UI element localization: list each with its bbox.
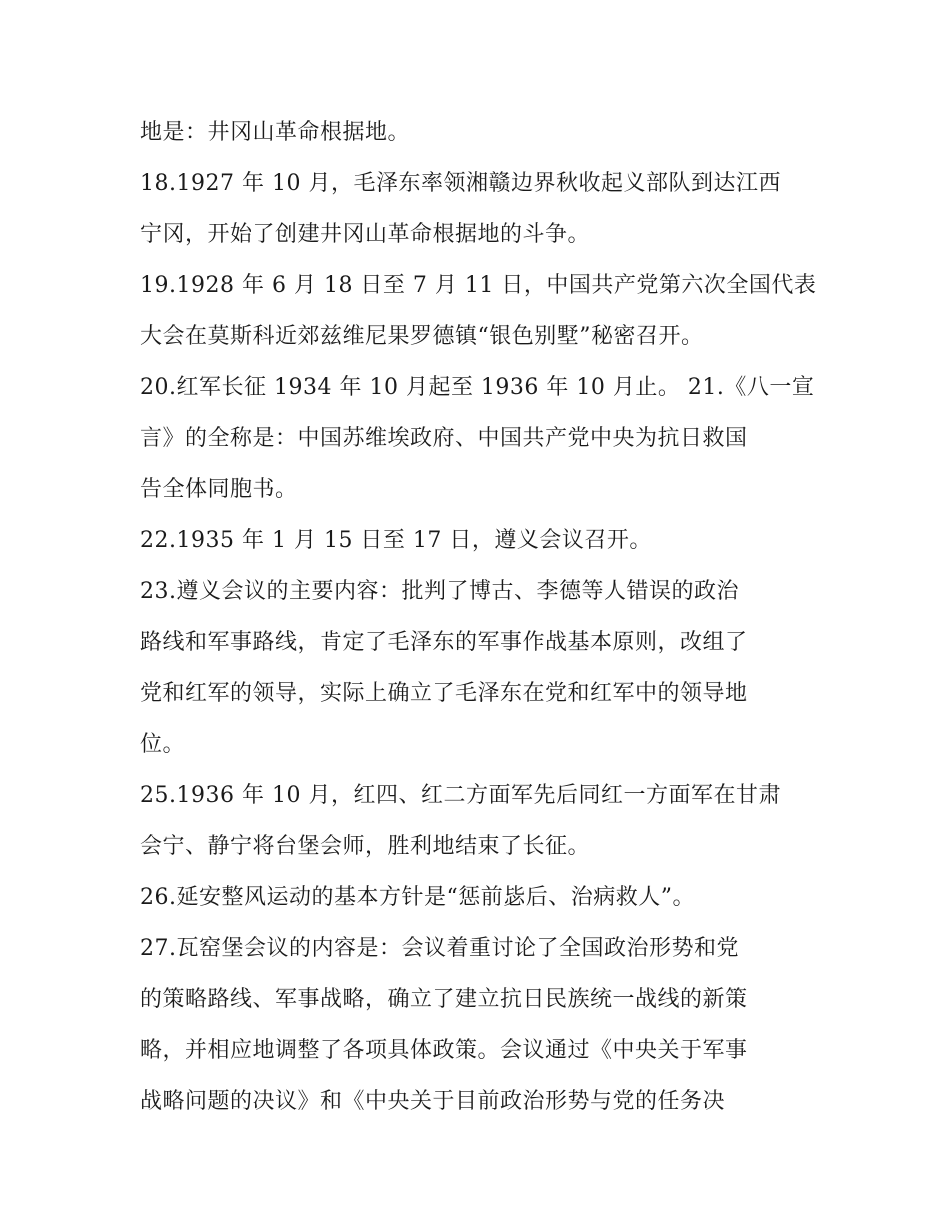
text-line: 22.1935 年 1 月 15 日至 17 日，遵义会议召开。 <box>140 528 652 553</box>
text-line: 25.1936 年 10 月，红四、红二方面军先后同红一方面军在甘肃 <box>140 783 781 808</box>
text-line: 26.延安整风运动的基本方针是“惩前毖后、治病救人”。 <box>140 885 695 910</box>
text-line: 会宁、静宁将台堡会师，胜利地结束了长征。 <box>140 834 591 859</box>
text-line: 言》的全称是：中国苏维埃政府、中国共产党中央为抗日救国 <box>140 426 748 451</box>
text-line: 党和红军的领导，实际上确立了毛泽东在党和红军中的领导地 <box>140 681 748 706</box>
text-line: 位。 <box>140 732 186 757</box>
text-line: 的策略路线、军事战略，确立了建立抗日民族统一战线的新策 <box>140 987 748 1012</box>
text-line: 大会在莫斯科近郊兹维尼果罗德镇“银色别墅”秘密召开。 <box>140 324 704 349</box>
text-line: 告全体同胞书。 <box>140 477 298 502</box>
text-line: 20.红军长征 1934 年 10 月起至 1936 年 10 月止。 21.《八一宣 <box>140 375 815 400</box>
text-line: 18.1927 年 10 月，毛泽东率领湘赣边界秋收起义部队到达江西 <box>140 171 781 196</box>
text-line: 路线和军事路线，肯定了毛泽东的军事作战基本原则，改组了 <box>140 630 748 655</box>
text-line: 地是：井冈山革命根据地。 <box>140 120 411 145</box>
text-line: 略，并相应地调整了各项具体政策。会议通过《中央关于军事 <box>140 1038 748 1063</box>
text-line: 19.1928 年 6 月 18 日至 7 月 11 日，中国共产党第六次全国代表 <box>140 273 817 298</box>
text-line: 23.遵义会议的主要内容：批判了博古、李德等人错误的政治 <box>140 579 739 604</box>
text-line: 27.瓦窑堡会议的内容是：会议着重讨论了全国政治形势和党 <box>140 936 739 961</box>
text-line: 宁冈，开始了创建井冈山革命根据地的斗争。 <box>140 222 591 247</box>
document-body <box>140 107 820 1127</box>
text-line: 战略问题的决议》和《中央关于目前政治形势与党的任务决 <box>140 1089 726 1114</box>
